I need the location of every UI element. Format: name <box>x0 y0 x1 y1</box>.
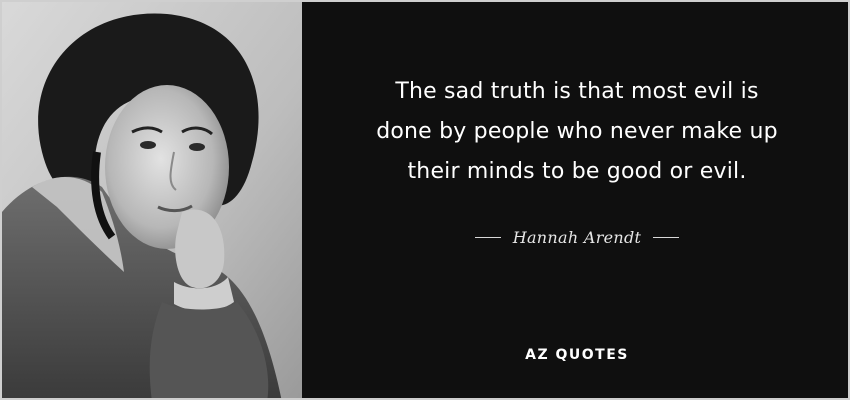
author-attribution <box>320 224 834 250</box>
right-dash-divider <box>653 237 679 238</box>
author-name[interactable]: Hannah Arendt <box>512 227 642 247</box>
brand-logo: AZ QUOTES <box>525 347 629 363</box>
quote-text <box>320 72 834 192</box>
portrait-image <box>2 2 302 400</box>
quote-line: done by people who never make up <box>376 119 778 144</box>
left-dash-divider <box>475 237 501 238</box>
quote-line: The sad truth is that most evil is <box>395 79 759 104</box>
portrait-photo <box>2 2 302 400</box>
quote-line: their minds to be good or evil. <box>407 159 747 184</box>
